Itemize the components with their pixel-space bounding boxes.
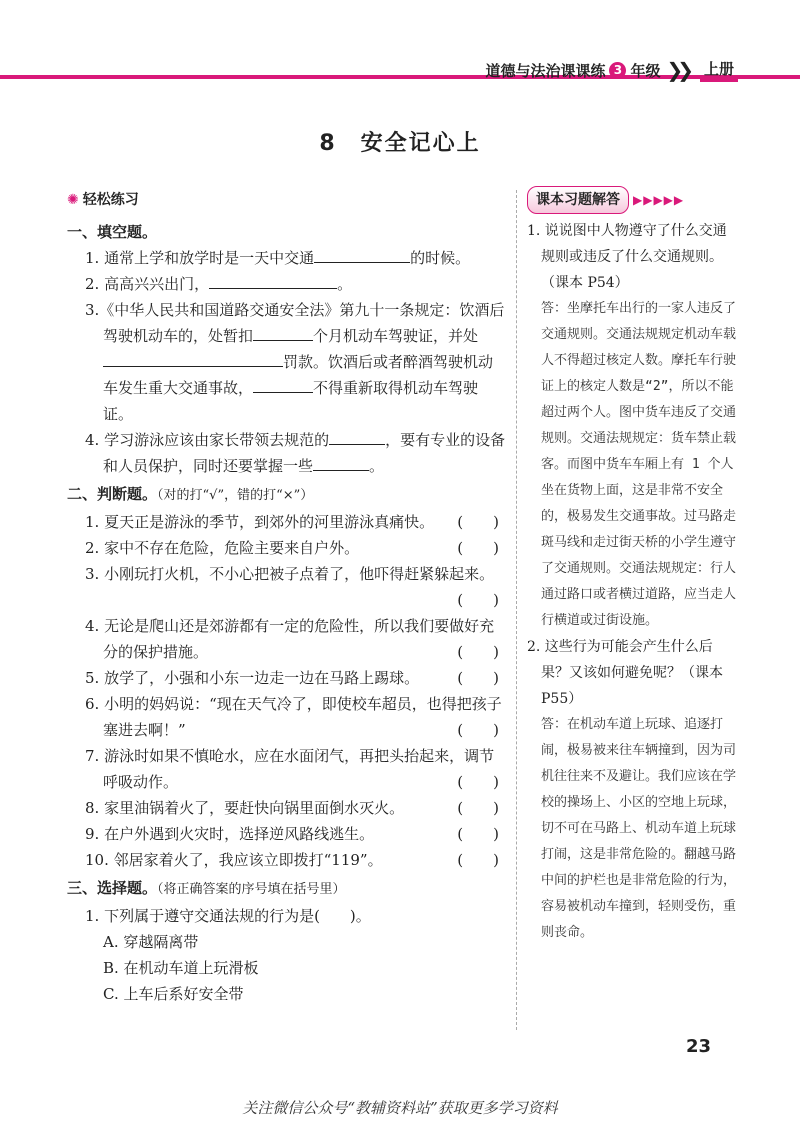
answer-paren[interactable]: ( ) — [457, 643, 499, 661]
practice-badge — [67, 187, 139, 213]
judge-item: 8. 家里油锅着火了，要赶快向锅里面倒水灭火。 ( ) — [85, 795, 507, 821]
answer-paren[interactable]: ( ) — [457, 851, 499, 869]
header-volume: 上册 — [700, 58, 738, 82]
answer-paren[interactable]: ( ) — [457, 799, 499, 817]
answer-paren[interactable]: ( ) — [457, 773, 499, 791]
judge-item: 7. 游泳时如果不慎呛水，应在水面闭气，再把头抬起来，调节呼吸动作。 ( ) — [85, 743, 507, 795]
judge-item: 4. 无论是爬山还是郊游都有一定的危险性，所以我们要做好充分的保护措施。 ( ) — [85, 613, 507, 665]
judge-item: 10. 邻居家着火了，我应该立即拨打“119”。 ( ) — [85, 847, 507, 873]
answer-paren[interactable]: ( ) — [457, 513, 499, 531]
answer-blank[interactable] — [313, 454, 369, 471]
fill-q2: 2. 高高兴兴出门， 。 — [85, 271, 507, 297]
header-grade: 年级 — [630, 61, 661, 80]
sidebar-answer-2: 答：在机动车道上玩球、追逐打闹，极易被来往车辆撞到，因为司机往往来不及避让。我们应该在学校的操场上、小区的空地上玩球，切不可在马路上、机动车道上玩球打闹，这是非常危险的。翻越马路中间的护栏也是非常危险的行为，容易被机动车撞到，轻则受伤，重则丧命。 — [541, 717, 737, 940]
textbook-answers-badge — [527, 186, 684, 214]
choice-q1: 1. 下列属于遵守交通法规的行为是( )。 — [85, 907, 371, 925]
sidebar-answer-1: 答：坐摩托车出行的一家人违反了交通规则。交通法规规定机动车载人不得超过核定人数。摩托车行驶证上的核定人数是“2”，所以不能超过两个人。图中货车违反了交通规则。交通法规规定：货车禁止载客。而图中货车车厢上有 1 个人坐在货物上面，这是非常不安全的，极易发生交通事故。过马路走斑马线和走过街天桥的小学生遵守了交通规则。交通法规规定：行人通过路口或者横过道路，应当走人行横道或过街设施。 — [541, 301, 737, 628]
answer-blank[interactable] — [329, 428, 385, 445]
fill-q1: 1. 通常上学和放学时是一天中交通 的时候。 — [85, 245, 507, 271]
grade-number-badge: 3 — [609, 62, 626, 79]
answer-sidebar — [527, 186, 737, 946]
exercise-column — [67, 186, 507, 1007]
fill-q3: 3.《中华人民共和国道路交通安全法》第九十一条规定：饮酒后驾驶机动车的，处暂扣 个月机动车驾驶证，并处罚款。饮酒后或者醉酒驾驶机动车发生重大交通事故， 不得重新取得机动车驾驶证。 — [85, 301, 505, 423]
answer-paren[interactable]: ( ) — [457, 721, 499, 739]
answer-blank[interactable] — [253, 376, 313, 393]
judge-item: 9. 在户外遇到火灾时，选择逆风路线逃生。 ( ) — [85, 821, 507, 847]
double-chevron-icon: ❯❯ — [666, 58, 688, 82]
judge-heading: 二、判断题。（对的打“√”，错的打“×”） — [67, 485, 314, 503]
running-header — [485, 58, 738, 82]
answer-paren[interactable]: ( ) — [457, 669, 499, 687]
answer-paren[interactable]: ( ) — [457, 825, 499, 843]
sidebar-question-1: 1. 说说图中人物遵守了什么交通规则或违反了什么交通规则。（课本 P54） — [527, 223, 727, 291]
practice-label: 轻松练习 — [82, 192, 139, 208]
lesson-title: 8 安全记心上 — [319, 131, 481, 156]
page-number: 23 — [686, 1036, 712, 1057]
column-divider — [516, 190, 517, 1030]
header-subject: 道德与法治课课练 — [485, 61, 606, 80]
judge-item: 5. 放学了，小强和小东一边走一边在马路上踢球。 ( ) — [85, 665, 507, 691]
fill-q4: 4. 学习游泳应该由家长带领去规范的 ，要有专业的设备和人员保护，同时还要掌握一些 。 — [85, 427, 507, 479]
answer-blank[interactable] — [314, 246, 410, 263]
judge-item: 1. 夏天正是游泳的季节，到郊外的河里游泳真痛快。 ( ) — [85, 509, 507, 535]
choice-option-b[interactable]: B. 在机动车道上玩滑板 — [103, 959, 259, 977]
answer-blank[interactable] — [209, 272, 337, 289]
judge-item: 2. 家中不存在危险，危险主要来自户外。 ( ) — [85, 535, 507, 561]
answer-paren[interactable]: ( ) — [457, 591, 499, 609]
judge-item: 6. 小明的妈妈说：“现在天气冷了，即使校车超员，也得把孩子塞进去啊！” ( ) — [85, 691, 507, 743]
answer-blank[interactable] — [253, 324, 313, 341]
answer-paren[interactable]: ( ) — [457, 539, 499, 557]
fill-heading: 一、填空题。 — [67, 223, 158, 241]
choice-option-c[interactable]: C. 上车后系好安全带 — [103, 985, 244, 1003]
choice-heading: 三、选择题。（将正确答案的序号填在括号里） — [67, 879, 346, 897]
judge-item: 3. 小刚玩打火机，不小心把被子点着了，他吓得赶紧躲起来。 ( ) — [85, 565, 499, 609]
sunburst-icon: ✺ — [67, 192, 79, 208]
choice-option-a[interactable]: A. 穿越隔离带 — [103, 933, 199, 951]
answer-blank[interactable] — [103, 350, 283, 367]
arrow-icons: ▶▶▶▶▶ — [633, 193, 685, 207]
sidebar-question-2: 2. 这些行为可能会产生什么后果？又该如何避免呢？（课本 P55） — [527, 639, 723, 707]
footer-note: 关注微信公众号“教辅资料站”获取更多学习资料 — [242, 1099, 558, 1117]
sidebar-label: 课本习题解答 — [527, 186, 629, 214]
